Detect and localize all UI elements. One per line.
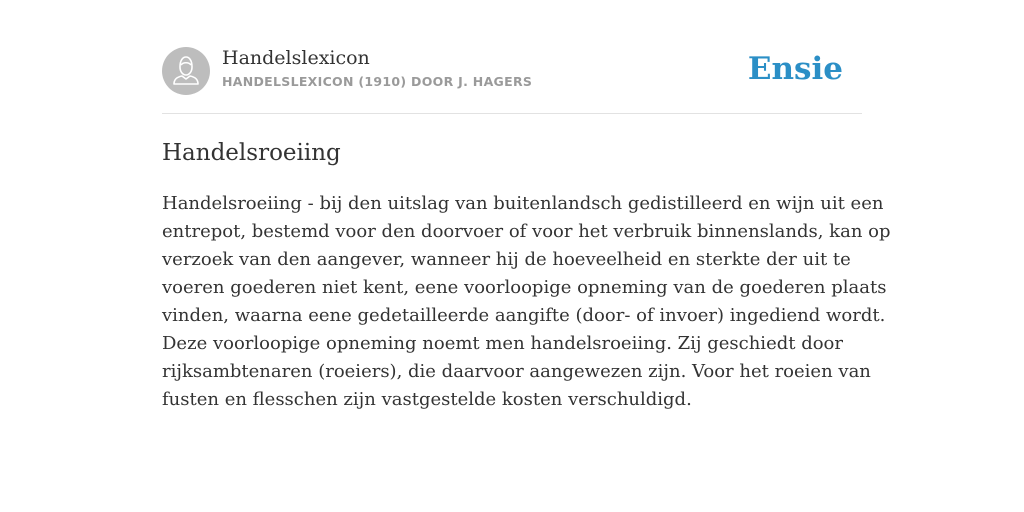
entry-body-line: rijksambtenaren (roeiers), die daarvoor aangewezen zijn. Voor het roeien van (162, 361, 871, 382)
brand-logo[interactable]: Ensie (747, 51, 843, 87)
entry-body-line: voeren goederen niet kent, eene voorloopige opneming van de goederen plaats (162, 277, 887, 298)
entry-body-line: verzoek van den aangever, wanneer hij de hoeveelheid en sterkte der uit te (162, 249, 851, 270)
entry-title: Handelsroeiing (162, 140, 341, 166)
source-header (162, 46, 862, 96)
user-silhouette-icon (162, 47, 210, 95)
divider (162, 113, 862, 114)
entry-body-line: Deze voorloopige opneming noemt men handelsroeiing. Zij geschiedt door (162, 333, 843, 354)
entry-body-line: fusten en flesschen zijn vastgestelde kosten verschuldigd. (162, 389, 692, 410)
entry-body (162, 190, 891, 414)
entry-body-line: vinden, waarna eene gedetailleerde aangifte (door- of invoer) ingediend wordt. (162, 305, 886, 326)
entry-body-line: Handelsroeiing - bij den uitslag van buitenlandsch gedistilleerd en wijn uit een (162, 193, 884, 214)
entry-body-line: entrepot, bestemd voor den doorvoer of voor het verbruik binnenslands, kan op (162, 221, 891, 242)
source-title[interactable]: Handelslexicon (222, 47, 370, 69)
source-subtitle: HANDELSLEXICON (1910) DOOR J. HAGERS (222, 74, 533, 89)
avatar[interactable] (162, 47, 210, 95)
